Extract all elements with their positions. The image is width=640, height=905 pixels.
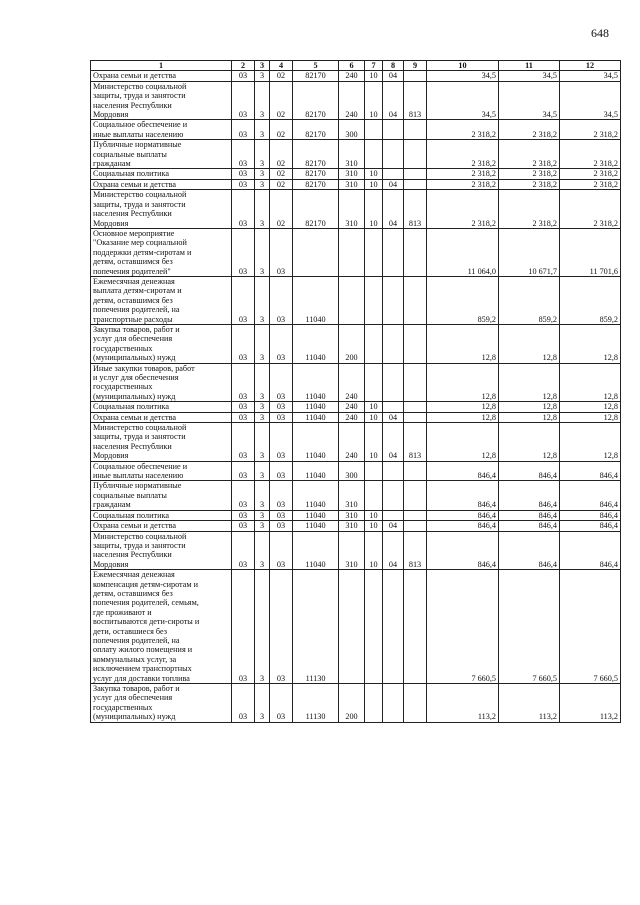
code-cell: 240 bbox=[339, 412, 365, 422]
table-row bbox=[91, 169, 621, 179]
code-cell: 200 bbox=[339, 684, 365, 723]
code-cell: 10 bbox=[365, 179, 383, 189]
code-cell: 02 bbox=[270, 71, 293, 81]
code-cell bbox=[365, 570, 383, 684]
code-cell bbox=[404, 228, 427, 276]
code-cell: 3 bbox=[255, 531, 270, 570]
column-header: 1 bbox=[91, 61, 232, 71]
code-cell: 10 bbox=[365, 531, 383, 570]
code-cell: 03 bbox=[232, 81, 255, 120]
table-row bbox=[91, 190, 621, 229]
code-cell: 03 bbox=[232, 531, 255, 570]
code-cell: 82170 bbox=[293, 140, 339, 169]
code-cell: 3 bbox=[255, 190, 270, 229]
amount-cell: 2 318,2 bbox=[560, 169, 621, 179]
amount-cell: 12,8 bbox=[560, 363, 621, 402]
amount-cell: 34,5 bbox=[499, 71, 560, 81]
code-cell: 82170 bbox=[293, 169, 339, 179]
code-cell: 03 bbox=[270, 684, 293, 723]
code-cell bbox=[365, 228, 383, 276]
code-cell: 240 bbox=[339, 71, 365, 81]
amount-cell: 12,8 bbox=[427, 402, 499, 412]
code-cell: 3 bbox=[255, 412, 270, 422]
code-cell: 300 bbox=[339, 120, 365, 140]
code-cell: 11040 bbox=[293, 276, 339, 324]
code-cell: 03 bbox=[270, 570, 293, 684]
amount-cell: 7 660,5 bbox=[499, 570, 560, 684]
code-cell: 10 bbox=[365, 402, 383, 412]
amount-cell: 2 318,2 bbox=[560, 120, 621, 140]
code-cell: 240 bbox=[339, 423, 365, 462]
code-cell: 82170 bbox=[293, 179, 339, 189]
amount-cell: 2 318,2 bbox=[427, 140, 499, 169]
amount-cell: 846,4 bbox=[499, 481, 560, 510]
code-cell: 02 bbox=[270, 120, 293, 140]
code-cell bbox=[404, 521, 427, 531]
code-cell: 82170 bbox=[293, 81, 339, 120]
code-cell: 11040 bbox=[293, 324, 339, 363]
amount-cell: 2 318,2 bbox=[499, 169, 560, 179]
amount-cell: 859,2 bbox=[560, 276, 621, 324]
code-cell bbox=[404, 120, 427, 140]
code-cell: 82170 bbox=[293, 71, 339, 81]
column-header: 4 bbox=[270, 61, 293, 71]
amount-cell: 7 660,5 bbox=[427, 570, 499, 684]
code-cell: 10 bbox=[365, 190, 383, 229]
code-cell: 03 bbox=[270, 521, 293, 531]
row-name-cell: Основное мероприятие "Оказание мер социальной поддержки детям-сиротам и детям, оставшимся без попечения родителей" bbox=[91, 228, 232, 276]
code-cell: 02 bbox=[270, 140, 293, 169]
amount-cell: 846,4 bbox=[427, 481, 499, 510]
row-name-cell: Ежемесячная денежная выплата детям-сиротам и детям, оставшимся без попечения родителей, на транспортные расходы bbox=[91, 276, 232, 324]
amount-cell: 859,2 bbox=[427, 276, 499, 324]
amount-cell: 846,4 bbox=[427, 461, 499, 481]
amount-cell: 2 318,2 bbox=[560, 140, 621, 169]
code-cell: 11130 bbox=[293, 684, 339, 723]
code-cell bbox=[293, 228, 339, 276]
amount-cell: 11 064,0 bbox=[427, 228, 499, 276]
code-cell bbox=[383, 510, 404, 520]
code-cell: 310 bbox=[339, 190, 365, 229]
code-cell bbox=[339, 570, 365, 684]
table-row bbox=[91, 481, 621, 510]
code-cell bbox=[404, 481, 427, 510]
amount-cell: 12,8 bbox=[427, 363, 499, 402]
row-name-cell: Закупка товаров, работ и услуг для обеспечения государственных (муниципальных) нужд bbox=[91, 324, 232, 363]
table-row bbox=[91, 324, 621, 363]
code-cell: 11040 bbox=[293, 481, 339, 510]
code-cell: 03 bbox=[232, 570, 255, 684]
row-name-cell: Охрана семьи и детства bbox=[91, 521, 232, 531]
code-cell bbox=[365, 684, 383, 723]
code-cell: 03 bbox=[232, 510, 255, 520]
row-name-cell: Публичные нормативные социальные выплаты гражданам bbox=[91, 481, 232, 510]
code-cell: 02 bbox=[270, 169, 293, 179]
code-cell: 03 bbox=[232, 402, 255, 412]
code-cell bbox=[383, 570, 404, 684]
code-cell: 310 bbox=[339, 521, 365, 531]
amount-cell: 846,4 bbox=[499, 521, 560, 531]
code-cell bbox=[404, 570, 427, 684]
code-cell: 3 bbox=[255, 461, 270, 481]
code-cell bbox=[383, 169, 404, 179]
code-cell: 240 bbox=[339, 402, 365, 412]
amount-cell: 7 660,5 bbox=[560, 570, 621, 684]
code-cell: 02 bbox=[270, 81, 293, 120]
code-cell: 04 bbox=[383, 81, 404, 120]
amount-cell: 12,8 bbox=[499, 412, 560, 422]
amount-cell: 113,2 bbox=[427, 684, 499, 723]
code-cell: 310 bbox=[339, 179, 365, 189]
table-row bbox=[91, 81, 621, 120]
code-cell: 03 bbox=[270, 481, 293, 510]
code-cell: 04 bbox=[383, 412, 404, 422]
code-cell: 82170 bbox=[293, 190, 339, 229]
amount-cell: 2 318,2 bbox=[427, 190, 499, 229]
table-row bbox=[91, 684, 621, 723]
amount-cell: 10 671,7 bbox=[499, 228, 560, 276]
amount-cell: 846,4 bbox=[560, 510, 621, 520]
code-cell bbox=[383, 324, 404, 363]
column-header: 11 bbox=[499, 61, 560, 71]
row-name-cell: Министерство социальной защиты, труда и занятости населения Республики Мордовия bbox=[91, 423, 232, 462]
code-cell: 10 bbox=[365, 510, 383, 520]
code-cell: 04 bbox=[383, 71, 404, 81]
code-cell: 04 bbox=[383, 190, 404, 229]
code-cell: 310 bbox=[339, 481, 365, 510]
amount-cell: 2 318,2 bbox=[427, 169, 499, 179]
row-name-cell: Закупка товаров, работ и услуг для обеспечения государственных (муниципальных) нужд bbox=[91, 684, 232, 723]
table-row bbox=[91, 521, 621, 531]
amount-cell: 12,8 bbox=[560, 402, 621, 412]
row-name-cell: Иные закупки товаров, работ и услуг для обеспечения государственных (муниципальных) нужд bbox=[91, 363, 232, 402]
code-cell bbox=[404, 71, 427, 81]
amount-cell: 2 318,2 bbox=[499, 140, 560, 169]
code-cell bbox=[339, 276, 365, 324]
code-cell: 03 bbox=[232, 481, 255, 510]
code-cell bbox=[383, 684, 404, 723]
code-cell: 10 bbox=[365, 81, 383, 120]
code-cell: 10 bbox=[365, 412, 383, 422]
budget-table bbox=[90, 60, 621, 723]
code-cell: 03 bbox=[232, 276, 255, 324]
code-cell: 03 bbox=[232, 423, 255, 462]
amount-cell: 12,8 bbox=[499, 402, 560, 412]
code-cell: 11040 bbox=[293, 363, 339, 402]
code-cell: 02 bbox=[270, 190, 293, 229]
row-name-cell: Охрана семьи и детства bbox=[91, 179, 232, 189]
code-cell: 04 bbox=[383, 423, 404, 462]
table-row bbox=[91, 71, 621, 81]
row-name-cell: Публичные нормативные социальные выплаты гражданам bbox=[91, 140, 232, 169]
table-row bbox=[91, 412, 621, 422]
code-cell: 813 bbox=[404, 531, 427, 570]
code-cell bbox=[404, 140, 427, 169]
code-cell: 3 bbox=[255, 521, 270, 531]
code-cell: 3 bbox=[255, 570, 270, 684]
code-cell: 03 bbox=[270, 228, 293, 276]
code-cell: 02 bbox=[270, 179, 293, 189]
code-cell: 3 bbox=[255, 402, 270, 412]
code-cell bbox=[404, 510, 427, 520]
code-cell: 3 bbox=[255, 169, 270, 179]
row-name-cell: Социальная политика bbox=[91, 402, 232, 412]
code-cell bbox=[365, 363, 383, 402]
code-cell bbox=[404, 412, 427, 422]
amount-cell: 2 318,2 bbox=[560, 179, 621, 189]
table-row bbox=[91, 120, 621, 140]
code-cell: 03 bbox=[232, 363, 255, 402]
code-cell bbox=[383, 140, 404, 169]
table-header-row bbox=[91, 61, 621, 71]
amount-cell: 2 318,2 bbox=[499, 190, 560, 229]
code-cell: 10 bbox=[365, 169, 383, 179]
code-cell bbox=[404, 276, 427, 324]
column-header: 3 bbox=[255, 61, 270, 71]
code-cell: 3 bbox=[255, 179, 270, 189]
code-cell bbox=[365, 120, 383, 140]
amount-cell: 12,8 bbox=[499, 423, 560, 462]
code-cell: 11040 bbox=[293, 510, 339, 520]
table-row bbox=[91, 510, 621, 520]
code-cell: 10 bbox=[365, 71, 383, 81]
table-row bbox=[91, 363, 621, 402]
code-cell: 3 bbox=[255, 423, 270, 462]
code-cell: 300 bbox=[339, 461, 365, 481]
code-cell bbox=[383, 228, 404, 276]
row-name-cell: Социальное обеспечение и иные выплаты населению bbox=[91, 461, 232, 481]
code-cell: 11040 bbox=[293, 412, 339, 422]
amount-cell: 2 318,2 bbox=[560, 190, 621, 229]
amount-cell: 846,4 bbox=[427, 531, 499, 570]
table-row bbox=[91, 423, 621, 462]
amount-cell: 12,8 bbox=[427, 412, 499, 422]
code-cell: 03 bbox=[270, 324, 293, 363]
amount-cell: 2 318,2 bbox=[427, 120, 499, 140]
code-cell bbox=[383, 481, 404, 510]
code-cell: 82170 bbox=[293, 120, 339, 140]
code-cell bbox=[365, 324, 383, 363]
code-cell bbox=[365, 481, 383, 510]
row-name-cell: Министерство социальной защиты, труда и занятости населения Республики Мордовия bbox=[91, 81, 232, 120]
code-cell: 3 bbox=[255, 228, 270, 276]
amount-cell: 12,8 bbox=[499, 324, 560, 363]
code-cell: 11040 bbox=[293, 521, 339, 531]
amount-cell: 12,8 bbox=[427, 423, 499, 462]
code-cell: 04 bbox=[383, 521, 404, 531]
amount-cell: 11 701,6 bbox=[560, 228, 621, 276]
column-header: 7 bbox=[365, 61, 383, 71]
table-row bbox=[91, 461, 621, 481]
code-cell: 813 bbox=[404, 423, 427, 462]
code-cell: 03 bbox=[232, 228, 255, 276]
row-name-cell: Ежемесячная денежная компенсация детям-сиротам и детям, оставшимся без попечения родителей, семьям, где проживают и воспитываются дети-сироты и дети, оставшиеся без попечения родителей, на оплату жилого помещения и коммунальных услуг, за исключением транспортных услуг для доставки топлива bbox=[91, 570, 232, 684]
amount-cell: 846,4 bbox=[499, 461, 560, 481]
code-cell: 03 bbox=[232, 521, 255, 531]
row-name-cell: Охрана семьи и детства bbox=[91, 71, 232, 81]
table-row bbox=[91, 570, 621, 684]
code-cell bbox=[339, 228, 365, 276]
row-name-cell: Министерство социальной защиты, труда и занятости населения Республики Мордовия bbox=[91, 531, 232, 570]
amount-cell: 2 318,2 bbox=[427, 179, 499, 189]
code-cell: 11130 bbox=[293, 570, 339, 684]
code-cell: 10 bbox=[365, 521, 383, 531]
amount-cell: 12,8 bbox=[560, 412, 621, 422]
code-cell: 03 bbox=[232, 140, 255, 169]
code-cell bbox=[404, 324, 427, 363]
code-cell: 200 bbox=[339, 324, 365, 363]
code-cell bbox=[404, 169, 427, 179]
amount-cell: 34,5 bbox=[427, 71, 499, 81]
code-cell: 3 bbox=[255, 276, 270, 324]
code-cell: 240 bbox=[339, 81, 365, 120]
column-header: 5 bbox=[293, 61, 339, 71]
code-cell bbox=[404, 461, 427, 481]
amount-cell: 34,5 bbox=[560, 81, 621, 120]
code-cell bbox=[383, 276, 404, 324]
row-name-cell: Социальная политика bbox=[91, 169, 232, 179]
table-row bbox=[91, 402, 621, 412]
amount-cell: 846,4 bbox=[560, 461, 621, 481]
code-cell: 11040 bbox=[293, 402, 339, 412]
code-cell: 11040 bbox=[293, 531, 339, 570]
table-row bbox=[91, 228, 621, 276]
code-cell: 813 bbox=[404, 190, 427, 229]
table-body bbox=[91, 71, 621, 722]
amount-cell: 846,4 bbox=[427, 510, 499, 520]
amount-cell: 846,4 bbox=[499, 510, 560, 520]
code-cell: 813 bbox=[404, 81, 427, 120]
code-cell: 03 bbox=[232, 324, 255, 363]
code-cell: 10 bbox=[365, 423, 383, 462]
code-cell bbox=[383, 120, 404, 140]
amount-cell: 113,2 bbox=[499, 684, 560, 723]
amount-cell: 113,2 bbox=[560, 684, 621, 723]
code-cell: 3 bbox=[255, 81, 270, 120]
code-cell: 3 bbox=[255, 324, 270, 363]
code-cell: 03 bbox=[270, 461, 293, 481]
code-cell: 03 bbox=[232, 71, 255, 81]
code-cell: 03 bbox=[270, 363, 293, 402]
row-name-cell: Социальное обеспечение и иные выплаты населению bbox=[91, 120, 232, 140]
code-cell: 03 bbox=[270, 531, 293, 570]
amount-cell: 846,4 bbox=[560, 521, 621, 531]
code-cell bbox=[365, 140, 383, 169]
code-cell: 3 bbox=[255, 481, 270, 510]
code-cell bbox=[383, 402, 404, 412]
code-cell: 03 bbox=[232, 179, 255, 189]
code-cell: 3 bbox=[255, 71, 270, 81]
code-cell: 03 bbox=[232, 412, 255, 422]
code-cell: 310 bbox=[339, 531, 365, 570]
code-cell: 240 bbox=[339, 363, 365, 402]
code-cell: 03 bbox=[270, 510, 293, 520]
code-cell: 03 bbox=[232, 190, 255, 229]
column-header: 6 bbox=[339, 61, 365, 71]
amount-cell: 12,8 bbox=[560, 423, 621, 462]
column-header: 10 bbox=[427, 61, 499, 71]
code-cell bbox=[365, 461, 383, 481]
code-cell bbox=[383, 461, 404, 481]
code-cell: 03 bbox=[232, 120, 255, 140]
code-cell: 310 bbox=[339, 140, 365, 169]
code-cell: 3 bbox=[255, 140, 270, 169]
amount-cell: 846,4 bbox=[499, 531, 560, 570]
page-number: 648 bbox=[591, 26, 609, 40]
table-row bbox=[91, 179, 621, 189]
code-cell bbox=[383, 363, 404, 402]
amount-cell: 12,8 bbox=[427, 324, 499, 363]
column-header: 8 bbox=[383, 61, 404, 71]
amount-cell: 859,2 bbox=[499, 276, 560, 324]
amount-cell: 12,8 bbox=[560, 324, 621, 363]
code-cell: 3 bbox=[255, 510, 270, 520]
code-cell: 3 bbox=[255, 684, 270, 723]
code-cell: 11040 bbox=[293, 461, 339, 481]
code-cell: 03 bbox=[232, 684, 255, 723]
amount-cell: 2 318,2 bbox=[499, 179, 560, 189]
amount-cell: 12,8 bbox=[499, 363, 560, 402]
amount-cell: 846,4 bbox=[560, 531, 621, 570]
column-header: 2 bbox=[232, 61, 255, 71]
code-cell bbox=[404, 684, 427, 723]
amount-cell: 846,4 bbox=[560, 481, 621, 510]
amount-cell: 34,5 bbox=[499, 81, 560, 120]
code-cell: 03 bbox=[270, 423, 293, 462]
column-header: 12 bbox=[560, 61, 621, 71]
code-cell bbox=[365, 276, 383, 324]
code-cell: 03 bbox=[232, 461, 255, 481]
code-cell: 04 bbox=[383, 179, 404, 189]
code-cell bbox=[404, 402, 427, 412]
amount-cell: 34,5 bbox=[427, 81, 499, 120]
code-cell: 03 bbox=[270, 412, 293, 422]
table-row bbox=[91, 140, 621, 169]
code-cell: 03 bbox=[270, 402, 293, 412]
table-row bbox=[91, 531, 621, 570]
amount-cell: 34,5 bbox=[560, 71, 621, 81]
code-cell: 3 bbox=[255, 363, 270, 402]
row-name-cell: Охрана семьи и детства bbox=[91, 412, 232, 422]
amount-cell: 846,4 bbox=[427, 521, 499, 531]
amount-cell: 2 318,2 bbox=[499, 120, 560, 140]
code-cell: 310 bbox=[339, 510, 365, 520]
code-cell bbox=[404, 179, 427, 189]
table-row bbox=[91, 276, 621, 324]
code-cell: 11040 bbox=[293, 423, 339, 462]
code-cell: 03 bbox=[232, 169, 255, 179]
column-header: 9 bbox=[404, 61, 427, 71]
code-cell: 3 bbox=[255, 120, 270, 140]
row-name-cell: Министерство социальной защиты, труда и занятости населения Республики Мордовия bbox=[91, 190, 232, 229]
row-name-cell: Социальная политика bbox=[91, 510, 232, 520]
code-cell bbox=[404, 363, 427, 402]
code-cell: 310 bbox=[339, 169, 365, 179]
code-cell: 03 bbox=[270, 276, 293, 324]
code-cell: 04 bbox=[383, 531, 404, 570]
